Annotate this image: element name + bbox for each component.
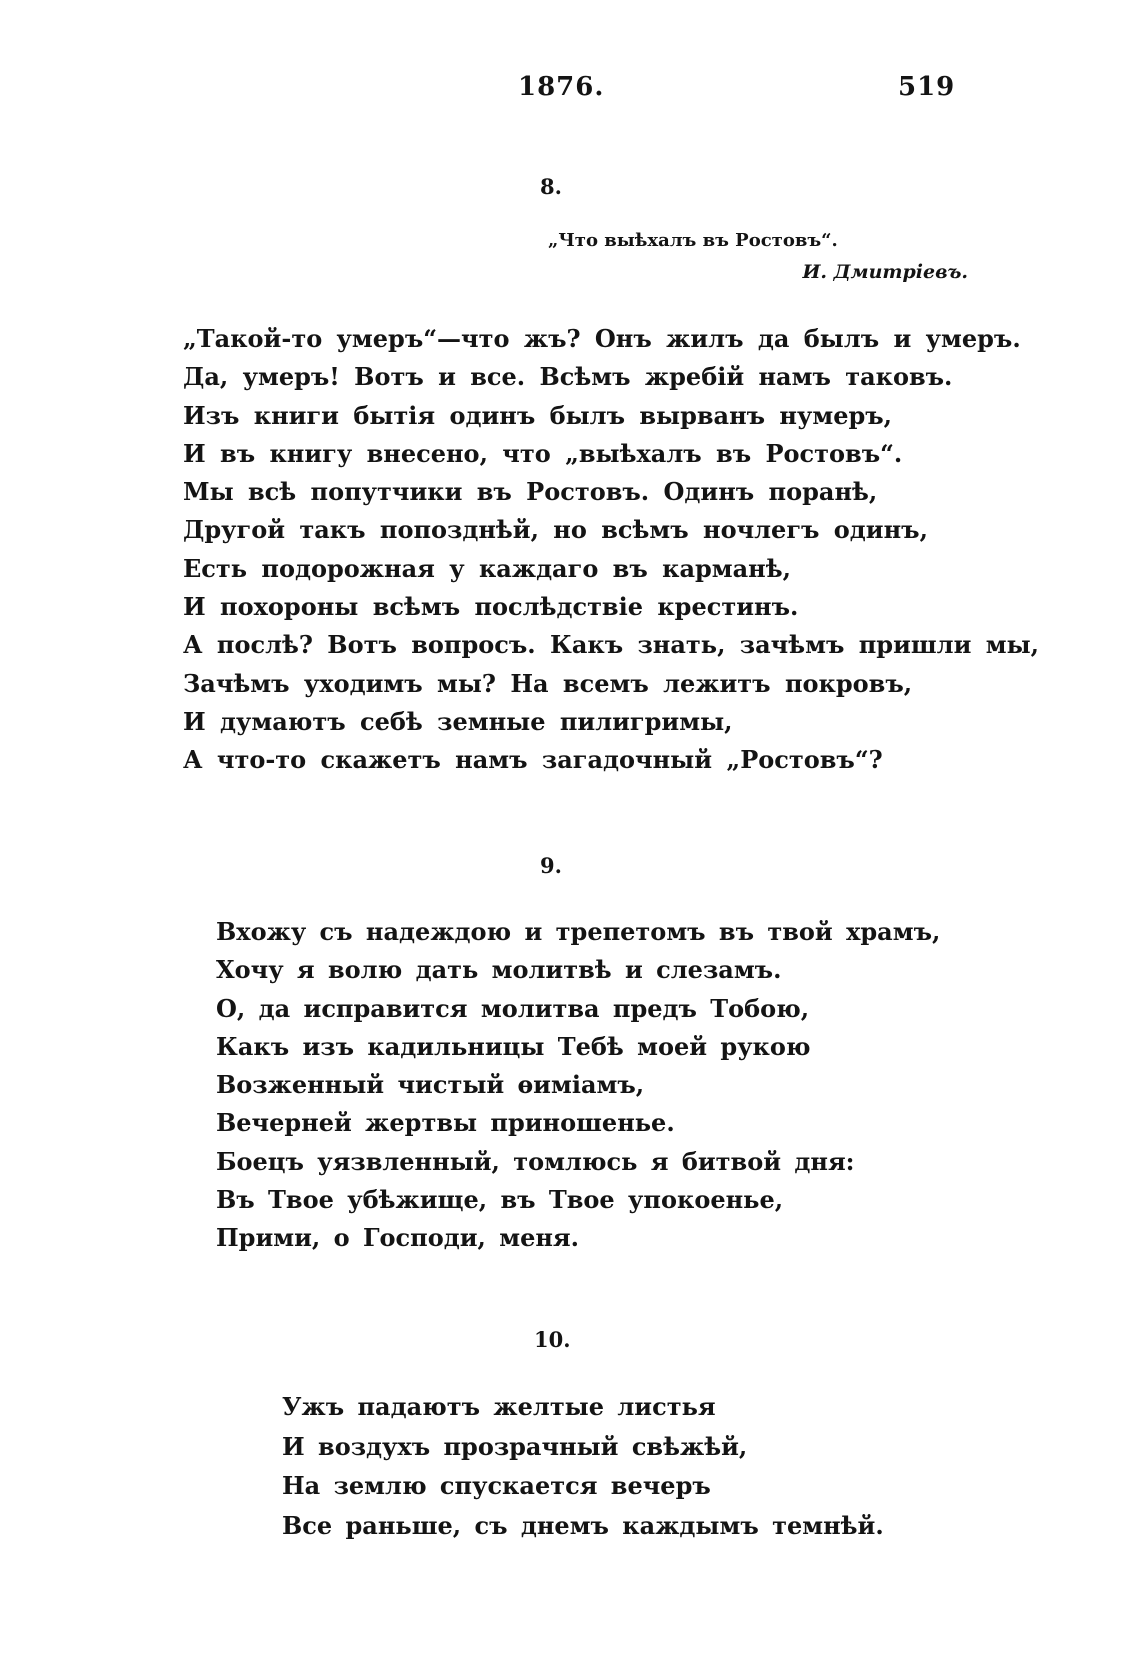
poem-line: Зачѣмъ уходимъ мы? На всемъ лежитъ покровъ,	[183, 668, 913, 698]
epigraph-author: И. Дмитріевъ.	[802, 261, 968, 283]
poem-line: На землю спускается вечеръ	[282, 1471, 711, 1500]
poem-line: И въ книгу внесено, что „выѣхалъ въ Ростовъ“.	[183, 438, 903, 468]
epigraph-quote: „Что выѣхалъ въ Ростовъ“.	[548, 230, 838, 251]
poem-number: 8.	[540, 174, 562, 199]
poem-line: И похороны всѣмъ послѣдствіе крестинъ.	[183, 592, 799, 622]
poem-line: Другой такъ попозднѣй, но всѣмъ ночлегъ одинъ,	[183, 515, 928, 545]
poem-line: Возженный чистый ѳиміамъ,	[216, 1070, 645, 1100]
poem-line: И воздухъ прозрачный свѣжѣй,	[282, 1431, 748, 1461]
poem-line: Мы всѣ попутчики въ Ростовъ. Одинъ поранѣ,	[183, 477, 878, 507]
running-head-year: 1876.	[518, 72, 605, 102]
poem-line: А что-то скажетъ намъ загадочный „Ростовъ“?	[183, 745, 883, 775]
poem-line: Ужъ падаютъ желтые листья	[282, 1392, 716, 1421]
poem-line: Да, умеръ! Вотъ и все. Всѣмъ жребій намъ таковъ.	[183, 362, 953, 392]
poem-line: И думаютъ себѣ земные пилигримы,	[183, 706, 733, 736]
poem-line: Вечерней жертвы приношенье.	[216, 1108, 675, 1138]
poem-line: Все раньше, съ днемъ каждымъ темнѣй.	[282, 1510, 884, 1540]
poem-line: Прими, о Господи, меня.	[216, 1223, 580, 1253]
poem-line: О, да исправится молитва предъ Тобою,	[216, 993, 810, 1023]
page-number: 519	[898, 72, 956, 102]
poem-line: Въ Твое убѣжище, въ Твое упокоенье,	[216, 1185, 784, 1215]
poem-line: Какъ изъ кадильницы Тебѣ моей рукою	[216, 1031, 811, 1061]
poem-line: „Такой-то умеръ“—что жъ? Онъ жилъ да былъ и умеръ.	[183, 324, 1021, 353]
poem-line: Хочу я волю дать молитвѣ и слезамъ.	[216, 955, 782, 985]
poem-line: Есть подорожная у каждаго въ карманѣ,	[183, 553, 791, 583]
poem-9-stanza	[216, 913, 940, 1258]
poem-line: Изъ книги бытія одинъ былъ вырванъ нумеръ,	[183, 400, 893, 430]
poem-number: 10.	[534, 1327, 571, 1352]
poem-line: Боецъ уязвленный, томлюсь я битвой дня:	[216, 1146, 855, 1176]
poem-10-stanza	[282, 1387, 884, 1545]
poem-8-stanza	[183, 320, 1039, 780]
epigraph	[548, 226, 978, 286]
poem-line: Вхожу съ надеждою и трепетомъ въ твой храмъ,	[216, 917, 941, 946]
poem-line: А послѣ? Вотъ вопросъ. Какъ знать, зачѣмъ пришли мы,	[183, 630, 1039, 660]
poem-number: 9.	[540, 853, 562, 878]
